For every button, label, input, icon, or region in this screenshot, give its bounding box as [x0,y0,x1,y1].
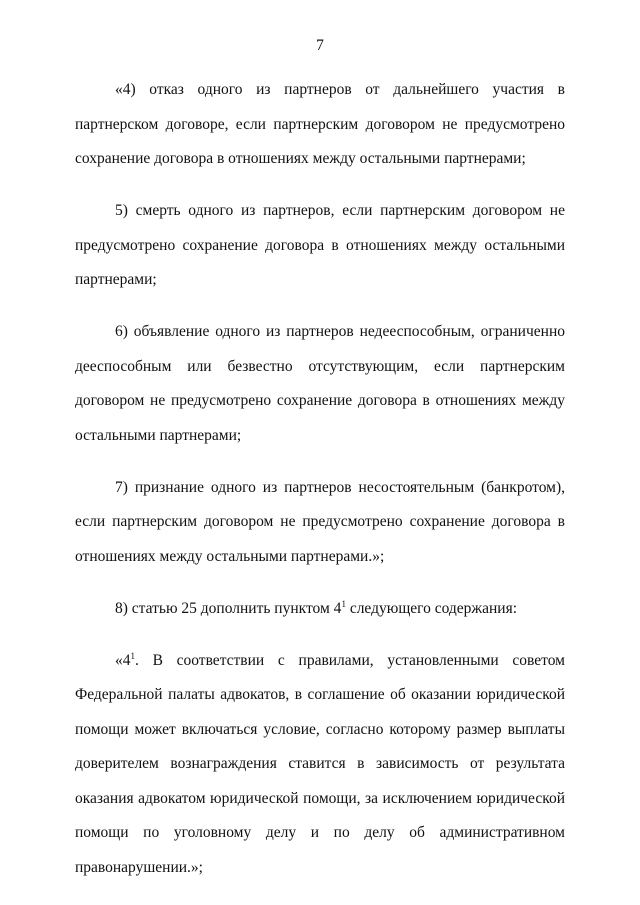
paragraph-item-8 [75,592,565,627]
paragraph-point-4-1 [75,644,565,886]
paragraph-point-4-1-text: . В соответствии с правилами, установленными советом Федеральной палаты адвокатов, в соглашение об оказании юридической помощи может включаться условие, согласно которому размер выплаты доверителем вознаграждения ставится в зависимость от результата оказания адвокатом юридической помощи, за исключением юридической помощи по уголовному делу и по делу об административном правонарушении.»; [75,651,565,876]
paragraph-item-5: 5) смерть одного из партнеров, если партнерским договором не предусмотрено сохранение договора в отношениях между остальными партнерами; [75,202,565,288]
superscript-index: 1 [341,598,346,609]
paragraph-item-6: 6) объявление одного из партнеров недееспособным, ограниченно дееспособным или безвестно отсутствующим, если партнерским договором не предусмотрено сохранение договора в отношениях между остальными партнерами; [75,323,565,444]
paragraph-item-8-text: 8) статью 25 дополнить пунктом 4 [115,599,342,617]
superscript-index: 1 [130,650,135,661]
page-number: 7 [316,37,324,54]
paragraph-point-4-1-start: «4 [115,651,131,669]
paragraph-item-8-text-end: следующего содержания: [345,599,518,617]
paragraph-item-4: «4) отказ одного из партнеров от дальнейшего участия в партнерском договоре, если партнерским договором не предусмотрено сохранение договора в отношениях между остальными партнерами; [75,81,565,167]
paragraph-item-7: 7) признание одного из партнеров несостоятельным (банкротом), если партнерским договором не предусмотрено сохранение договора в отношениях между остальными партнерами.»; [75,478,565,565]
document-body [75,73,565,885]
